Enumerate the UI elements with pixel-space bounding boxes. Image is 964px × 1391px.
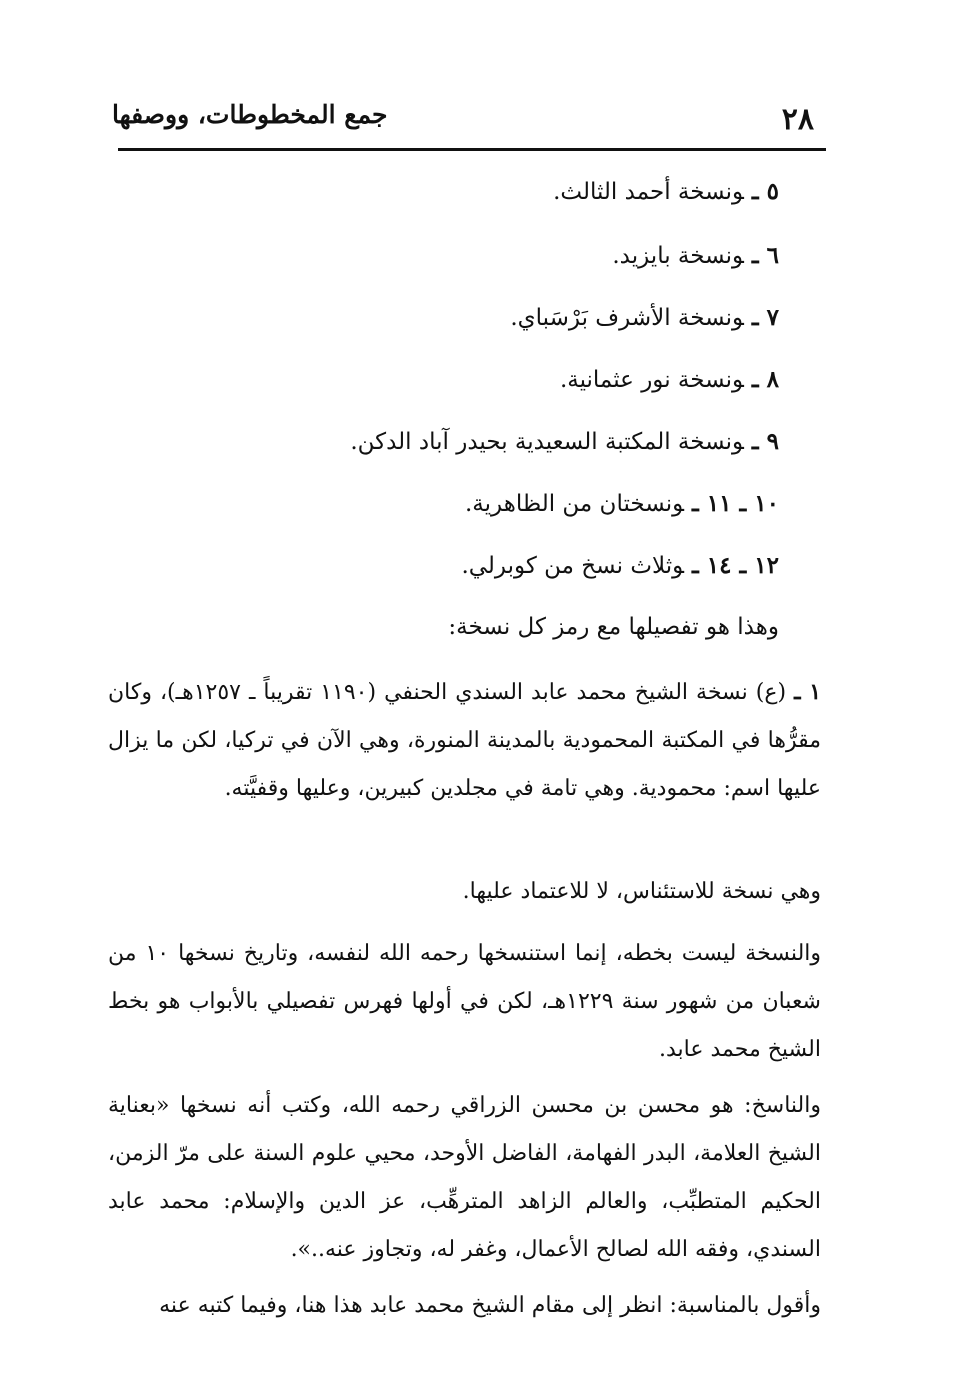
list-item (465, 490, 779, 519)
list-item-text: ونسخة نور عثمانية. (559, 367, 744, 393)
paragraph-number: ١ ـ (794, 679, 822, 705)
paragraph-text: (ع) نسخة الشيخ محمد عابد السندي الحنفي (١١٩٠ تقريباً ـ ١٢٥٧هـ)، وكان مقرُّها في المكتبة المحمودية بالمدينة المنورة، وهي الآن في تركيا، لكن ما يزال عليها اسم: محمودية. وهي تامة في مجلدين كبيرين، وعليها وقفيَّته. (108, 680, 821, 801)
header-rule (118, 148, 826, 151)
list-item-text: ونسخة الأشرف بَرْسَباي. (510, 305, 744, 331)
list-item-number: ٦ ـ (751, 242, 779, 269)
list-item-number: ٩ ـ (751, 428, 779, 455)
list-item (510, 304, 779, 333)
intro-line: وهذا هو تفصيلها مع رمز كل نسخة: (448, 614, 779, 640)
list-item (612, 242, 779, 271)
paragraph-text: وأقول بالمناسبة: انظر إلى مقام الشيخ محمد عابد هذا هنا، وفيما كتبه عنه (159, 1293, 821, 1318)
paragraph (108, 868, 821, 916)
list-item-number: ١٠ ـ ١١ ـ (692, 490, 779, 517)
page-header (112, 90, 828, 144)
paragraph (108, 668, 821, 813)
running-title: جمع المخطوطات، ووصفها (112, 100, 388, 129)
list-item-number: ٥ ـ (751, 178, 779, 205)
list-item-text: ونسختان من الظاهرية. (464, 491, 685, 517)
list-item-text: وثلاث نسخ من كوبرلي. (461, 553, 685, 579)
list-item (461, 552, 779, 581)
paragraph-text: وهي نسخة للاستئناس، لا للاعتماد عليها. (462, 879, 821, 904)
list-item-text: ونسخة بايزيد. (612, 243, 744, 269)
paragraph (108, 1282, 821, 1330)
page-number: ٢٨ (781, 102, 814, 137)
paragraph (108, 1082, 821, 1274)
paragraph-text: والناسخ: هو محسن بن محسن الزراقي رحمه الله، وكتب أنه نسخها «بعناية الشيخ العلامة، البدر الفهامة، الفاضل الأوحد، محيي علوم السنة على مرّ الزمن، الحكيم المتطبِّب، والعالم الزاهد المترهِّب، عز الدين والإسلام: محمد عابد السندي، وفقه الله لصالح الأعمال، وغفر له، وتجاوز عنه..». (108, 1093, 821, 1262)
list-item-text: ونسخة المكتبة السعيدية بحيدر آباد الدكن. (350, 429, 744, 455)
list-item (350, 428, 779, 457)
list-item-text: ونسخة أحمد الثالث. (553, 179, 744, 205)
paragraph-text: والنسخة ليست بخطه، إنما استنسخها رحمه الله لنفسه، وتاريخ نسخها ١٠ من شعبان من شهور سنة ١٢٢٩هـ، لكن في أولها فهرس تفصيلي بالأبواب هو بخط الشيخ محمد عابد. (108, 941, 822, 1062)
paragraph (108, 930, 821, 1074)
list-item (553, 178, 779, 207)
list-item (560, 366, 779, 395)
list-item-number: ٧ ـ (751, 304, 779, 331)
list-item-number: ٨ ـ (751, 366, 779, 393)
list-item-number: ١٢ ـ ١٤ ـ (692, 552, 779, 579)
